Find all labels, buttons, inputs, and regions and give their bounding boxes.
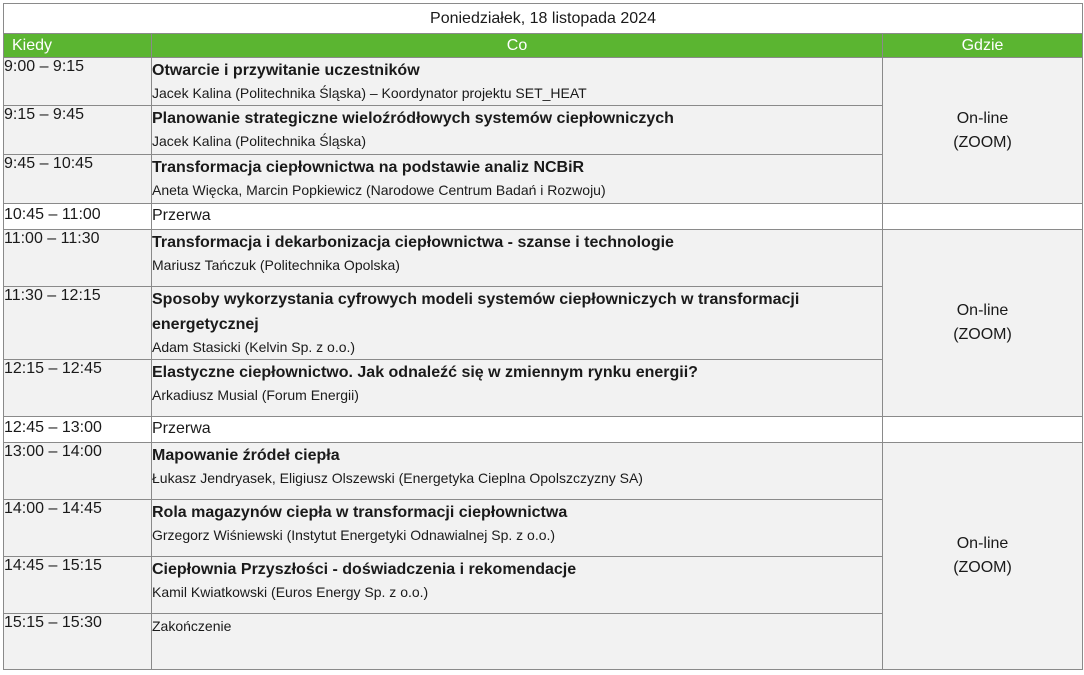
break-cell xyxy=(152,417,883,443)
session-speaker: Adam Stasicki (Kelvin Sp. z o.o.) xyxy=(152,339,356,355)
break-label: Przerwa xyxy=(152,420,211,437)
agenda-table xyxy=(3,3,1083,670)
session-time: 13:00 – 14:00 xyxy=(4,443,152,500)
header-gdzie: Gdzie xyxy=(883,34,1083,58)
session-time: 11:00 – 11:30 xyxy=(4,230,152,287)
break-location-empty xyxy=(883,204,1083,230)
session-text: Zakończenie xyxy=(152,618,232,634)
session-speaker: Jacek Kalina (Politechnika Śląska) xyxy=(152,133,366,149)
location-cell xyxy=(883,443,1083,670)
session-time: 14:45 – 15:15 xyxy=(4,557,152,614)
location-line2: (ZOOM) xyxy=(953,559,1012,576)
session-time: 11:30 – 12:15 xyxy=(4,287,152,360)
agenda-date: Poniedziałek, 18 listopada 2024 xyxy=(4,4,1083,34)
session-time: 14:00 – 14:45 xyxy=(4,500,152,557)
session-speaker: Kamil Kwiatkowski (Euros Energy Sp. z o.o.) xyxy=(152,584,429,600)
session-row xyxy=(4,230,1083,287)
location-line1: On-line xyxy=(956,302,1009,319)
location-line1: On-line xyxy=(956,109,1009,127)
session-title: Planowanie strategiczne wieloźródłowych systemów ciepłowniczych xyxy=(152,110,674,127)
session-content xyxy=(152,614,883,670)
location-cell xyxy=(883,230,1083,417)
header-co: Co xyxy=(152,34,883,58)
session-speaker: Aneta Więcka, Marcin Popkiewicz (Narodowe Centrum Badań i Rozwoju) xyxy=(152,182,606,198)
session-row xyxy=(4,443,1083,500)
header-row xyxy=(4,34,1083,58)
break-row xyxy=(4,417,1083,443)
location-line2: (ZOOM) xyxy=(953,133,1012,151)
session-title: Transformacja ciepłownictwa na podstawie analiz NCBiR xyxy=(152,159,585,176)
session-content xyxy=(152,557,883,614)
location-line1: On-line xyxy=(956,535,1009,552)
header-kiedy: Kiedy xyxy=(4,34,152,58)
session-time: 12:15 – 12:45 xyxy=(4,360,152,417)
session-title: Ciepłownia Przyszłości - doświadczenia i rekomendacje xyxy=(152,561,577,578)
break-row xyxy=(4,204,1083,230)
break-location-empty xyxy=(883,417,1083,443)
session-speaker: Jacek Kalina (Politechnika Śląska) – Koordynator projektu SET_HEAT xyxy=(152,85,587,101)
session-speaker: Łukasz Jendryasek, Eligiusz Olszewski (Energetyka Cieplna Opolszczyzny SA) xyxy=(152,470,643,486)
session-row xyxy=(4,58,1083,106)
session-speaker: Arkadiusz Musial (Forum Energii) xyxy=(152,387,359,403)
session-content xyxy=(152,500,883,557)
session-content xyxy=(152,58,883,106)
break-cell xyxy=(152,204,883,230)
date-row xyxy=(4,4,1083,34)
session-time: 9:45 – 10:45 xyxy=(4,155,152,204)
session-content xyxy=(152,155,883,204)
session-title: Sposoby wykorzystania cyfrowych modeli systemów ciepłowniczych w transformacji energetycznej xyxy=(152,291,800,333)
session-content xyxy=(152,287,883,360)
session-title: Otwarcie i przywitanie uczestników xyxy=(152,62,420,79)
session-content xyxy=(152,360,883,417)
session-content xyxy=(152,106,883,155)
session-time: 15:15 – 15:30 xyxy=(4,614,152,670)
session-speaker: Mariusz Tańczuk (Politechnika Opolska) xyxy=(152,257,400,273)
location-line2: (ZOOM) xyxy=(953,326,1012,343)
break-label: Przerwa xyxy=(152,207,211,224)
session-speaker: Grzegorz Wiśniewski (Instytut Energetyki Odnawialnej Sp. z o.o.) xyxy=(152,527,556,543)
session-title: Mapowanie źródeł ciepła xyxy=(152,447,340,464)
session-content xyxy=(152,443,883,500)
session-content xyxy=(152,230,883,287)
session-title: Rola magazynów ciepła w transformacji ciepłownictwa xyxy=(152,504,568,521)
session-time: 9:15 – 9:45 xyxy=(4,106,152,155)
session-time: 9:00 – 9:15 xyxy=(4,58,152,106)
break-time: 12:45 – 13:00 xyxy=(4,417,152,443)
break-time: 10:45 – 11:00 xyxy=(4,204,152,230)
session-title: Elastyczne ciepłownictwo. Jak odnaleźć się w zmiennym rynku energii? xyxy=(152,364,698,381)
session-title: Transformacja i dekarbonizacja ciepłownictwa - szanse i technologie xyxy=(152,234,674,251)
location-cell xyxy=(883,58,1083,204)
